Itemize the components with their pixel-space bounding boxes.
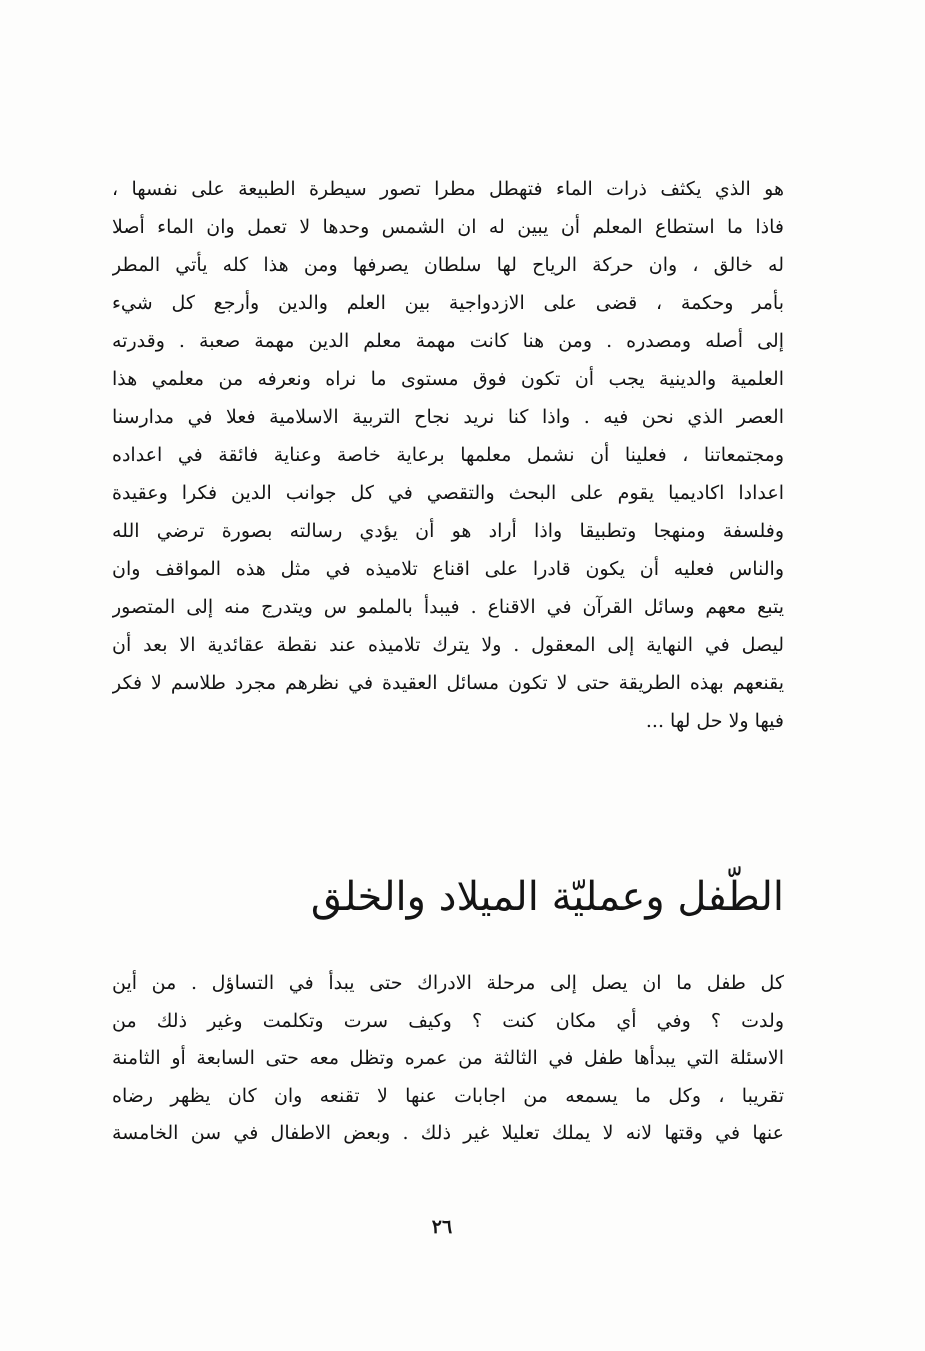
text-line: له خالق ، وان حركة الرياح لها سلطان يصرفها ومن هذا كله يأتي المطر [112, 254, 784, 276]
text-line: وفلسفة ومنهجا وتطبيقا واذا أراد هو أن يؤدي رسالته بصورة ترضي الله [112, 520, 784, 542]
text-line: كل طفل ما ان يصل إلى مرحلة الادراك حتى يبدأ في التساؤل . من أين [112, 972, 784, 994]
text-line: والناس فعليه أن يكون قادرا على اقناع تلاميذه في مثل هذه المواقف وان [112, 558, 784, 580]
text-line: يتبع معهم وسائل القرآن في الاقناع . فيبدأ بالملمو س ويتدرج منه إلى المتصور [112, 596, 784, 618]
section-heading: الطّفل وعمليّة الميلاد والخلق [310, 874, 784, 920]
text-line: فاذا ما استطاع المعلم أن يبين له ان الشمس وحدها لا تعمل وان الماء أصلا [112, 216, 784, 238]
text-line: بأمر وحكمة ، قضى على الازدواجية بين العلم والدين وأرجع كل شيء [112, 292, 784, 314]
text-line: فيها ولا حل لها ... [645, 710, 784, 732]
text-line: ليصل في النهاية إلى المعقول . ولا يترك تلاميذه عند نقطة عقائدية الا بعد أن [112, 634, 784, 656]
text-line: إلى أصله ومصدره . ومن هنا كانت مهمة معلم الدين مهمة صعبة . وقدرته [112, 330, 784, 352]
page-number: ٢٦ [431, 1216, 453, 1238]
text-line: العلمية والدينية يجب أن تكون فوق مستوى ما نراه ونعرفه من معلمي هذا [112, 368, 784, 390]
text-line: عنها في وقتها لانه لا يملك تعليلا غير ذلك . وبعض الاطفال في سن الخامسة [112, 1122, 784, 1144]
text-line: يقنعهم بهذه الطريقة حتى لا تكون مسائل العقيدة في نظرهم مجرد طلاسم لا فكر [112, 672, 784, 694]
body-paragraph-2 [112, 965, 784, 1153]
text-line: هو الذي يكثف ذرات الماء فتهطل مطرا تصور سيطرة الطبيعة على نفسها ، [112, 178, 784, 200]
text-line: العصر الذي نحن فيه . واذا كنا نريد نجاح التربية الاسلامية فعلا في مدارسنا [112, 406, 784, 428]
body-paragraph-1 [112, 170, 784, 740]
text-line: تقريبا ، وكل ما يسمعه من اجابات عنها لا تقنعه وان كان يظهر رضاه [112, 1084, 784, 1107]
text-line: ومجتمعاتنا ، فعلينا أن نشمل معلمها برعاية خاصة وعناية فائقة في اعداده [112, 444, 784, 466]
text-line: ولدت ؟ وفي أي مكان كنت ؟ وكيف سرت وتكلمت وغير ذلك من [112, 1009, 784, 1032]
text-line: الاسئلة التي يبدأها طفل في الثالثة من عمره وتظل معه حتى السابعة أو الثامنة [112, 1047, 784, 1069]
text-line: اعدادا اكاديميا يقوم على البحث والتقصي في كل جوانب الدين فكرا وعقيدة [112, 482, 784, 504]
